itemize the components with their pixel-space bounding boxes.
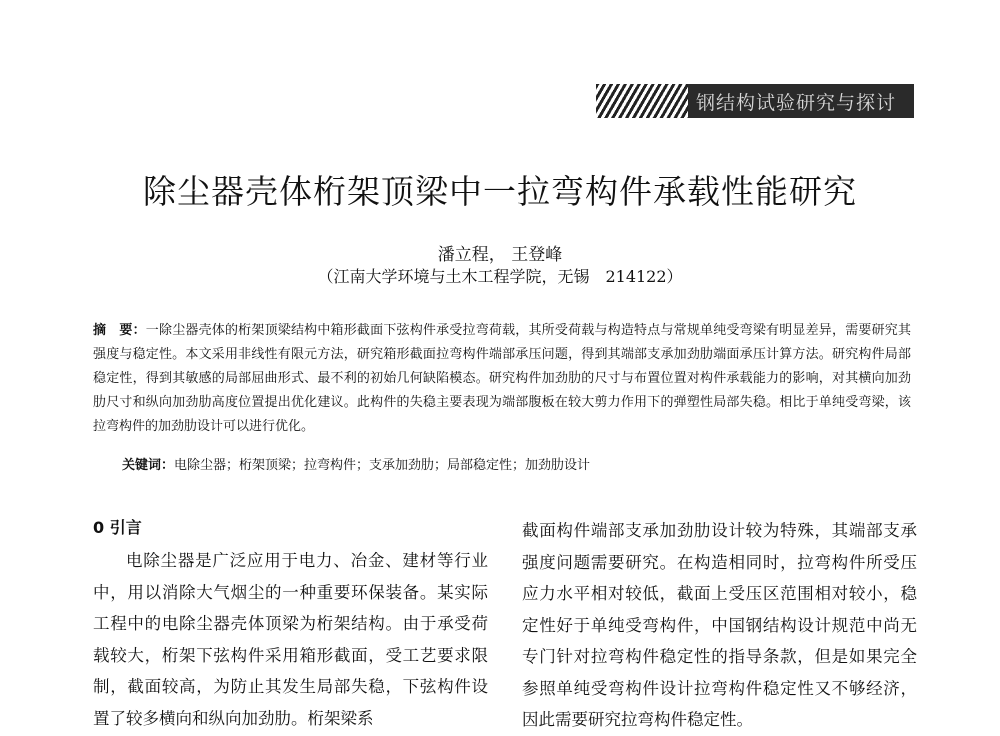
abstract (93, 319, 911, 439)
abstract-text: 一除尘器壳体的桁架顶梁结构中箱形截面下弦构件承受拉弯荷载，其所受荷载与构造特点与常规单纯受弯梁有明显差异，需要研究其强度与稳定性。本文采用非线性有限元方法，研究箱形截面拉弯构件端部承压问题，得到其端部支承加劲肋端面承压计算方法。研究构件局部稳定性，得到其敏感的局部屈曲形式、最不利的初始几何缺陷模态。研究构件加劲肋的尺寸与布置位置对构件承载能力的影响，对其横向加劲肋尺寸和纵向加劲肋高度位置提出优化建议。此构件的失稳主要表现为端部腹板在较大剪力作用下的弹塑性局部失稳。相比于单纯受弯梁，该拉弯构件的加劲肋设计可以进行优化。 (93, 323, 911, 434)
keywords-label: 关键词： (122, 458, 175, 473)
abstract-label: 摘 要： (93, 323, 146, 338)
keywords (122, 454, 912, 473)
body-column-left (93, 515, 488, 734)
paper-title: 除尘器壳体桁架顶梁中一拉弯构件承载性能研究 (143, 172, 857, 211)
affiliation: （江南大学环境与土木工程学院，无锡 214122） (317, 267, 683, 286)
banner-label: 钢结构试验研究与探讨 (688, 84, 914, 118)
banner-stripes (596, 84, 688, 118)
keywords-text: 电除尘器；桁架顶梁；拉弯构件；支承加劲肋；局部稳定性；加劲肋设计 (174, 458, 591, 473)
body-paragraph-left: 电除尘器是广泛应用于电力、冶金、建材等行业中，用以消除大气烟尘的一种重要环保装备。某实际工程中的电除尘器壳体顶梁为桁架结构。由于承受荷载较大，桁架下弦构件采用箱形截面，受工艺要求限制，截面较高，为防止其发生局部失稳，下弦构件设置了较多横向和纵向加劲肋。桁架梁系 (93, 551, 488, 728)
authors: 潘立程， 王登峰 (437, 245, 563, 265)
section-banner (596, 84, 914, 118)
section-heading-introduction: 0 引言 (93, 518, 142, 537)
body-column-right (522, 515, 917, 736)
body-paragraph-right: 截面构件端部支承加劲肋设计较为特殊，其端部支承强度问题需要研究。在构造相同时，拉弯构件所受压应力水平相对较低，截面上受压区范围相对较小，稳定性好于单纯受弯构件，中国钢结构设计规范中尚无专门针对拉弯构件稳定性的指导条款，但是如果完全参照单纯受弯构件设计拉弯构件稳定性又不够经济，因此需要研究拉弯构件稳定性。 (522, 521, 917, 729)
